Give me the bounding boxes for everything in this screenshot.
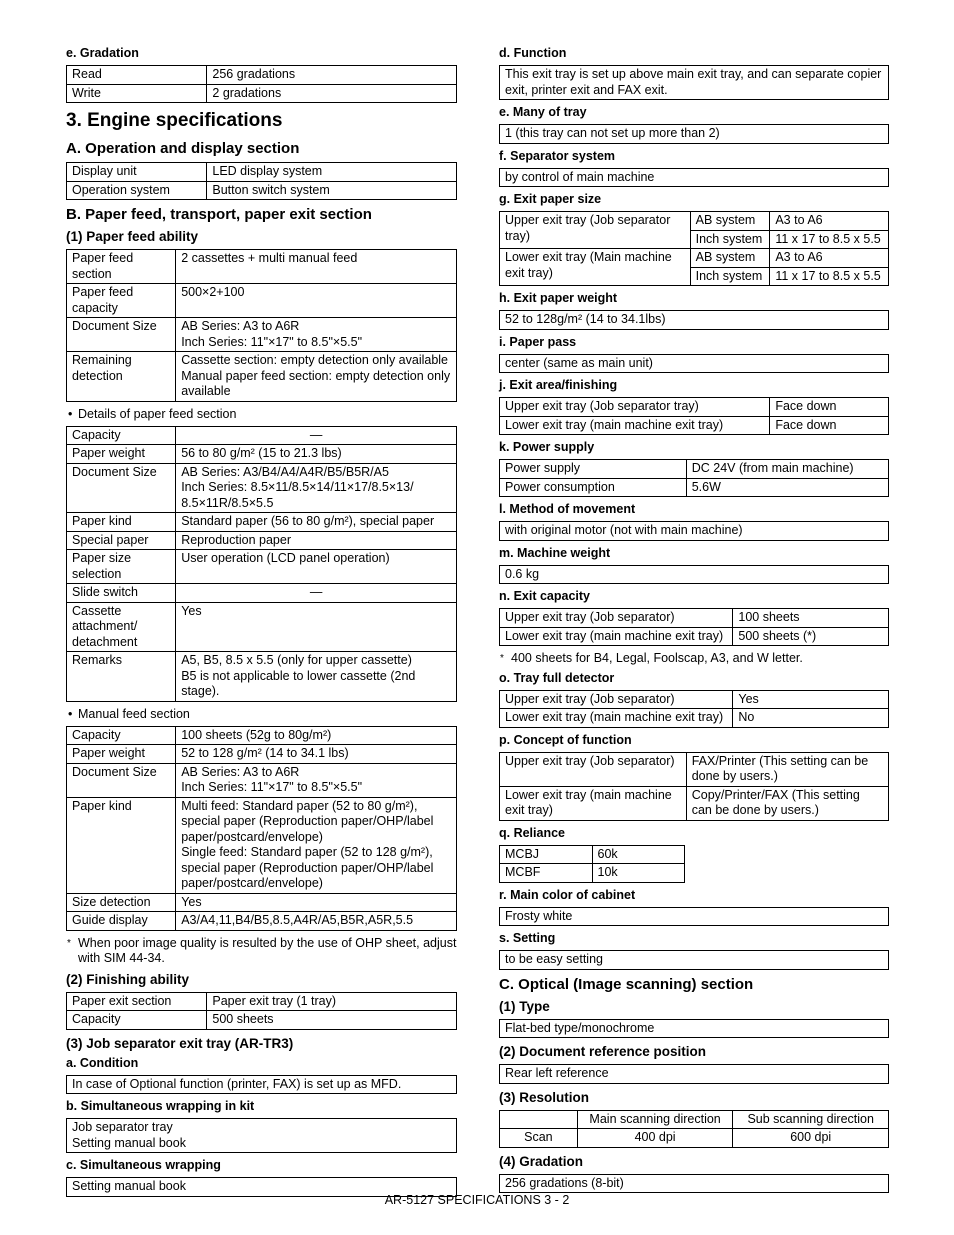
exit-capacity-heading: n. Exit capacity	[499, 589, 591, 603]
exit-size-inch-value: 11 x 17 to 8.5 x 5.5	[770, 230, 889, 249]
power-supply-table	[499, 459, 889, 497]
row-label: Paper kind	[67, 513, 176, 532]
row-label: Write	[67, 84, 207, 103]
row-value: Yes	[176, 893, 457, 912]
exit-paper-weight-box: 52 to 128g/m² (14 to 34.1lbs)	[499, 310, 889, 330]
paper-pass-box: center (same as main unit)	[499, 354, 889, 374]
exit-capacity-table	[499, 608, 889, 646]
table-row	[67, 1011, 457, 1030]
row-value: Cassette section: empty detection only available Manual paper feed section: empty detection only available	[176, 352, 457, 402]
table-row	[500, 864, 685, 883]
row-label: Cassette attachment/ detachment	[67, 602, 176, 652]
exit-size-ab-label: AB system	[690, 249, 770, 268]
optical-gradation-box: 256 gradations (8-bit)	[499, 1174, 889, 1194]
row-value: Paper exit tray (1 tray)	[207, 992, 457, 1011]
row-value: Multi feed: Standard paper (52 to 80 g/m²), special paper (Reproduction paper/OHP/label paper/postcard/envelope) Single feed: Standard paper (52 to 128 g/m²), special paper (Reproduction paper/OHP/label paper/postcard/envelope)	[176, 797, 457, 893]
simultaneous-wrapping-heading: c. Simultaneous wrapping	[66, 1158, 221, 1172]
resolution-scan-label: Scan	[500, 1129, 578, 1148]
row-value: 256 gradations	[207, 66, 457, 85]
row-value: 500 sheets (*)	[733, 627, 889, 646]
exit-area-heading: j. Exit area/finishing	[499, 378, 618, 392]
row-value: 2 cassettes + multi manual feed	[176, 250, 457, 284]
row-value: Copy/Printer/FAX (This setting can be done by users.)	[686, 786, 888, 820]
function-heading: d. Function	[499, 46, 567, 60]
table-row	[67, 763, 457, 797]
details-table	[66, 426, 457, 702]
resolution-head-blank	[500, 1110, 578, 1129]
row-label: Capacity	[67, 726, 176, 745]
row-label: Paper weight	[67, 745, 176, 764]
row-label: MCBF	[500, 864, 593, 883]
kit-wrapping-box: Job separator tray Setting manual book	[66, 1118, 457, 1153]
manual-feed-label: • Manual feed section	[66, 707, 457, 722]
row-value: Standard paper (56 to 80 g/m²), special paper	[176, 513, 457, 532]
reliance-heading: q. Reliance	[499, 825, 565, 840]
table-row	[500, 690, 889, 709]
row-label: Size detection	[67, 893, 176, 912]
exit-size-inch-value: 11 x 17 to 8.5 x 5.5	[770, 267, 889, 286]
row-label: Paper feed section	[67, 250, 176, 284]
table-row	[500, 460, 889, 479]
row-value: AB Series: A3 to A6R Inch Series: 11"×17" to 8.5"×5.5"	[176, 318, 457, 352]
separator-system-box: by control of main machine	[499, 168, 889, 188]
table-row	[67, 726, 457, 745]
paper-pass-heading: i. Paper pass	[499, 334, 577, 349]
row-value: —	[176, 584, 457, 603]
row-value: 60k	[592, 845, 685, 864]
right-column	[499, 46, 889, 1198]
engine-spec-heading: 3. Engine specifications	[66, 110, 283, 131]
table-row	[500, 845, 685, 864]
resolution-head-sub: Sub scanning direction	[733, 1110, 889, 1129]
row-label: Paper feed capacity	[67, 284, 176, 318]
table-row	[67, 445, 457, 464]
separator-system-heading: f. Separator system	[499, 148, 616, 163]
finishing-ability-heading: (2) Finishing ability	[66, 971, 190, 987]
table-row	[67, 318, 457, 352]
row-value: User operation (LCD panel operation)	[176, 550, 457, 584]
table-row	[500, 627, 889, 646]
row-value: LED display system	[207, 163, 457, 182]
operation-display-heading: A. Operation and display section	[66, 140, 300, 157]
finishing-ability-table	[66, 992, 457, 1030]
table-row	[67, 84, 457, 103]
gradation-table	[66, 65, 457, 103]
row-label: Paper kind	[67, 797, 176, 893]
paper-feed-ability-heading: (1) Paper feed ability	[66, 229, 199, 244]
exit-paper-size-table	[499, 211, 889, 286]
row-label: Upper exit tray (Job separator)	[500, 690, 733, 709]
cabinet-color-heading: r. Main color of cabinet	[499, 887, 636, 902]
exit-size-inch-label: Inch system	[690, 230, 770, 249]
many-of-tray-heading: e. Many of tray	[499, 105, 587, 119]
row-label: Power consumption	[500, 478, 687, 497]
power-supply-heading: k. Power supply	[499, 440, 595, 454]
row-value: A5, B5, 8.5 x 5.5 (only for upper cassette) B5 is not applicable to lower cassette (2nd stage).	[176, 652, 457, 702]
resolution-main-value: 400 dpi	[577, 1129, 733, 1148]
table-row	[500, 416, 889, 435]
paper-feed-ability-table	[66, 249, 457, 402]
table-row	[500, 752, 889, 786]
exit-size-ab-label: AB system	[690, 212, 770, 231]
row-label: Capacity	[67, 426, 176, 445]
resolution-table	[499, 1110, 889, 1148]
row-value: A3/A4,11,B4/B5,8.5,A4R/A5,B5R,A5R,5.5	[176, 912, 457, 931]
row-label: Operation system	[67, 181, 207, 200]
type-heading: (1) Type	[499, 998, 550, 1014]
row-value: Button switch system	[207, 181, 457, 200]
table-row	[500, 398, 889, 417]
job-separator-heading: (3) Job separator exit tray (AR-TR3)	[66, 1035, 294, 1051]
row-label: Remaining detection	[67, 352, 176, 402]
table-row	[67, 66, 457, 85]
row-label: MCBJ	[500, 845, 593, 864]
row-label: Display unit	[67, 163, 207, 182]
row-value: AB Series: A3 to A6R Inch Series: 11"×17" to 8.5"×5.5"	[176, 763, 457, 797]
condition-box: In case of Optional function (printer, FAX) is set up as MFD.	[66, 1075, 457, 1095]
row-label: Power supply	[500, 460, 687, 479]
reference-position-heading: (2) Document reference position	[499, 1044, 707, 1059]
row-label: Upper exit tray (Job separator tray)	[500, 398, 770, 417]
row-label: Read	[67, 66, 207, 85]
exit-size-upper-label: Upper exit tray (Job separator tray)	[500, 212, 691, 249]
exit-size-ab-value: A3 to A6	[770, 212, 889, 231]
reliance-table	[499, 845, 685, 883]
row-label: Lower exit tray (main machine exit tray)	[500, 786, 687, 820]
row-value: FAX/Printer (This setting can be done by users.)	[686, 752, 888, 786]
table-row	[67, 992, 457, 1011]
type-box: Flat-bed type/monochrome	[499, 1019, 889, 1039]
row-value: Yes	[176, 602, 457, 652]
row-label: Document Size	[67, 763, 176, 797]
setting-heading: s. Setting	[499, 931, 556, 945]
row-value: 100 sheets	[733, 609, 889, 628]
table-row	[67, 550, 457, 584]
operation-display-table	[66, 162, 457, 200]
table-row	[67, 602, 457, 652]
row-value: Face down	[770, 416, 889, 435]
table-row	[67, 652, 457, 702]
table-row	[67, 584, 457, 603]
table-row	[67, 181, 457, 200]
cabinet-color-box: Frosty white	[499, 907, 889, 927]
table-row	[67, 797, 457, 893]
row-value: 500 sheets	[207, 1011, 457, 1030]
exit-area-table	[499, 397, 889, 435]
row-label: Upper exit tray (Job separator)	[500, 752, 687, 786]
kit-wrapping-heading: b. Simultaneous wrapping in kit	[66, 1099, 255, 1113]
method-of-movement-box: with original motor (not with main machine)	[499, 521, 889, 541]
concept-table	[499, 752, 889, 821]
paper-feed-section-heading: B. Paper feed, transport, paper exit section	[66, 206, 372, 223]
row-label: Lower exit tray (main machine exit tray)	[500, 416, 770, 435]
simultaneous-wrapping-box: Setting manual book	[66, 1177, 457, 1197]
row-label: Paper exit section	[67, 992, 207, 1011]
page-footer: AR-5127 SPECIFICATIONS 3 - 2	[384, 1193, 570, 1207]
machine-weight-heading: m. Machine weight	[499, 545, 611, 560]
row-value: 2 gradations	[207, 84, 457, 103]
resolution-sub-value: 600 dpi	[733, 1129, 889, 1148]
details-label: • Details of paper feed section	[66, 407, 457, 422]
resolution-head-main: Main scanning direction	[577, 1110, 733, 1129]
row-label: Lower exit tray (main machine exit tray)	[500, 709, 733, 728]
table-row	[500, 478, 889, 497]
row-label: Upper exit tray (Job separator)	[500, 609, 733, 628]
tray-full-table	[499, 690, 889, 728]
table-row	[67, 531, 457, 550]
concept-heading: p. Concept of function	[499, 732, 632, 747]
row-value: 56 to 80 g/m² (15 to 21.3 lbs)	[176, 445, 457, 464]
manual-feed-table	[66, 726, 457, 931]
manual-feed-note: * When poor image quality is resulted by the use of OHP sheet, adjust with SIM 44-34.	[66, 936, 457, 967]
row-label: Document Size	[67, 318, 176, 352]
table-row	[67, 352, 457, 402]
row-label: Remarks	[67, 652, 176, 702]
table-row	[67, 912, 457, 931]
table-row	[67, 426, 457, 445]
table-row	[67, 284, 457, 318]
row-value: Face down	[770, 398, 889, 417]
table-row	[67, 513, 457, 532]
row-value: No	[733, 709, 889, 728]
row-label: Capacity	[67, 1011, 207, 1030]
setting-box: to be easy setting	[499, 950, 889, 970]
table-row	[500, 709, 889, 728]
many-of-tray-box: 1 (this tray can not set up more than 2)	[499, 124, 889, 144]
row-label: Paper weight	[67, 445, 176, 464]
row-value: 10k	[592, 864, 685, 883]
row-label: Special paper	[67, 531, 176, 550]
row-label: Document Size	[67, 463, 176, 513]
function-box: This exit tray is set up above main exit tray, and can separate copier exit, printer exit and FAX exit.	[499, 65, 889, 100]
row-value: 500×2+100	[176, 284, 457, 318]
reference-position-box: Rear left reference	[499, 1064, 889, 1084]
exit-paper-size-heading: g. Exit paper size	[499, 192, 602, 206]
method-of-movement-heading: l. Method of movement	[499, 502, 636, 516]
row-value: DC 24V (from main machine)	[686, 460, 888, 479]
row-value: Reproduction paper	[176, 531, 457, 550]
table-row	[67, 893, 457, 912]
exit-size-ab-value: A3 to A6	[770, 249, 889, 268]
row-label: Slide switch	[67, 584, 176, 603]
tray-full-heading: o. Tray full detector	[499, 670, 615, 685]
row-label: Lower exit tray (main machine exit tray)	[500, 627, 733, 646]
row-value: —	[176, 426, 457, 445]
resolution-heading: (3) Resolution	[499, 1089, 589, 1105]
exit-size-inch-label: Inch system	[690, 267, 770, 286]
row-value: 100 sheets (52g to 80g/m²)	[176, 726, 457, 745]
row-value: Yes	[733, 690, 889, 709]
table-row	[67, 163, 457, 182]
table-row	[500, 786, 889, 820]
gradation-heading: e. Gradation	[66, 46, 139, 60]
row-label: Paper size selection	[67, 550, 176, 584]
exit-paper-weight-heading: h. Exit paper weight	[499, 291, 618, 305]
left-column	[66, 46, 457, 1202]
table-row	[67, 745, 457, 764]
row-value: 5.6W	[686, 478, 888, 497]
exit-size-lower-label: Lower exit tray (Main machine exit tray)	[500, 249, 691, 286]
condition-heading: a. Condition	[66, 1055, 139, 1070]
row-value: AB Series: A3/B4/A4/A4R/B5/B5R/A5 Inch Series: 8.5×11/8.5×14/11×17/8.5×13/ 8.5×11R/8.5×5.5	[176, 463, 457, 513]
table-row	[67, 250, 457, 284]
exit-capacity-note: * 400 sheets for B4, Legal, Foolscap, A3, and W letter.	[499, 651, 889, 667]
row-value: 52 to 128 g/m² (14 to 34.1 lbs)	[176, 745, 457, 764]
optical-section-heading: C. Optical (Image scanning) section	[499, 975, 754, 993]
optical-gradation-heading: (4) Gradation	[499, 1153, 584, 1169]
row-label: Guide display	[67, 912, 176, 931]
table-row	[500, 609, 889, 628]
machine-weight-box: 0.6 kg	[499, 565, 889, 585]
table-row	[67, 463, 457, 513]
